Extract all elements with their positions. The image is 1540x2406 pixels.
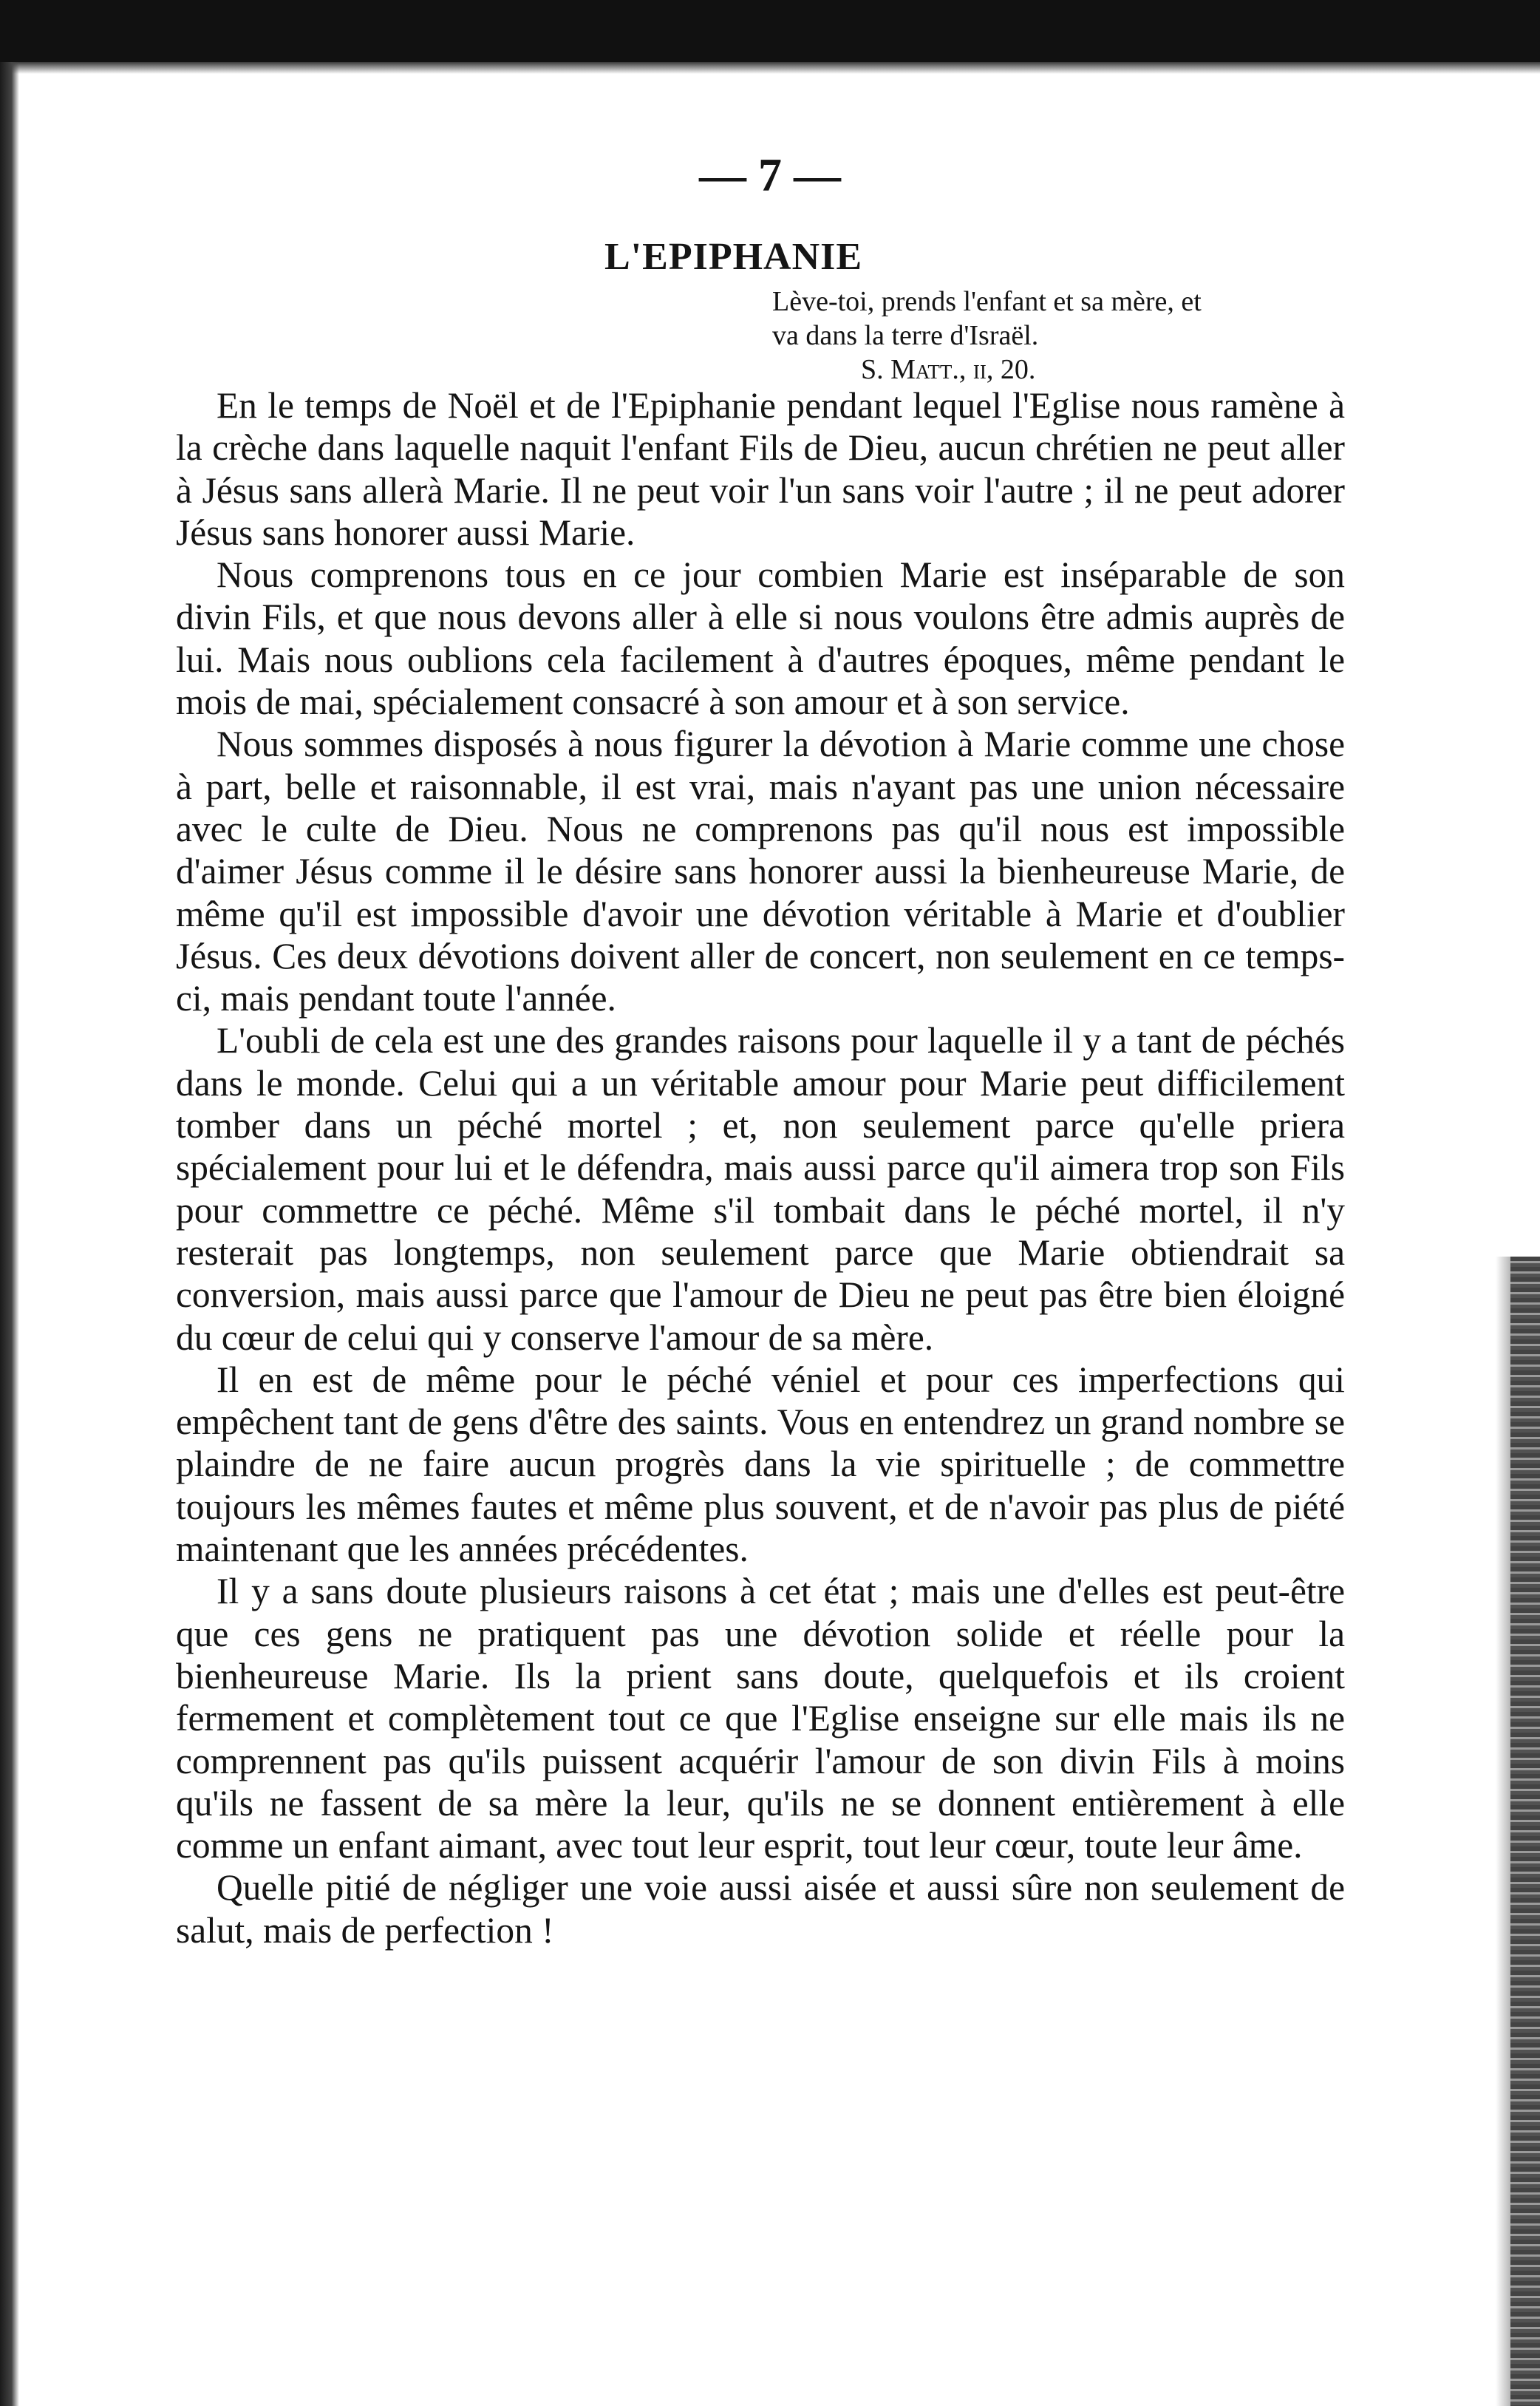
paragraph-6: Il y a sans doute plusieurs raisons à cet état ; mais une d'elles est peut-être que ces gens ne pratiquent pas une dévotion solide et réelle pour la bienheureuse Marie. Ils la prient sans doute, quelquefois et ils croient fermement et complètement tout ce que l'Eglise enseigne sur elle mais ils ne comprennent pas qu'ils puissent acquérir l'amour de son divin Fils à moins qu'ils ne fassent de sa mère la leur, qu'ils ne se donnent entièrement à elle comme un enfant aimant, avec tout leur esprit, tout leur cœur, toute leur âme. (176, 1571, 1345, 1866)
paragraph-5: Il en est de même pour le péché véniel et pour ces imperfections qui empêchent tant de gens d'être des saints. Vous en entendrez un grand nombre se plaindre de ne faire aucun progrès dans la vie spirituelle ; de commettre toujours les mêmes fautes et même plus souvent, et de n'avoir pas plus de piété maintenant que les années précédentes. (176, 1359, 1345, 1570)
paragraph-2: Nous comprenons tous en ce jour combien Marie est inséparable de son divin Fils, et que nous devons aller à elle si nous voulons être admis auprès de lui. Mais nous oublions cela facilement à d'autres époques, même pendant le mois de mai, spécialement consacré à son amour et à son service. (176, 554, 1345, 723)
paragraph-3: Nous sommes disposés à nous figurer la dévotion à Marie comme une chose à part, belle et raisonnable, il est vrai, mais n'ayant pas une union nécessaire avec le culte de Dieu. Nous ne comprenons pas qu'il nous est impossible d'aimer Jésus comme il le désire sans honorer aussi la bienheureuse Marie, de même qu'il est impossible d'avoir une dévotion véritable à Marie et d'oublier Jésus. Ces deux dévotions doivent aller de concert, non seulement en ce temps-ci, mais pendant toute l'année. (176, 724, 1345, 1019)
scan-top-border (0, 0, 1540, 62)
epigraph-reference: S. Matt., ii, 20. (861, 354, 1036, 385)
scan-right-edge (1510, 1257, 1540, 2406)
epigraph (772, 285, 1202, 387)
scan-top-shadow (0, 62, 1540, 74)
scan-left-border (0, 62, 19, 2406)
epigraph-line-1: Lève-toi, prends l'enfant et sa mère, et (772, 286, 1202, 317)
chapter-title: L'EPIPHANIE (604, 236, 863, 278)
body-text (176, 384, 1345, 1951)
paragraph-7: Quelle pitié de négliger une voie aussi aisée et aussi sûre non seulement de salut, mais de perfection ! (176, 1867, 1345, 1951)
epigraph-line-2: va dans la terre d'Israël. (772, 320, 1039, 351)
scan-right-edge-shadow (1496, 1257, 1510, 2406)
paragraph-1: En le temps de Noël et de l'Epiphanie pendant lequel l'Eglise nous ramène à la crèche dans laquelle naquit l'enfant Fils de Dieu, aucun chrétien ne peut aller à Jésus sans allerà Marie. Il ne peut voir l'un sans voir l'autre ; il ne peut adorer Jésus sans honorer aussi Marie. (176, 385, 1345, 553)
page-number: — 7 — (699, 149, 841, 201)
paragraph-4: L'oubli de cela est une des grandes raisons pour laquelle il y a tant de péchés dans le monde. Celui qui a un véritable amour pour Marie peut difficilement tomber dans un péché mortel ; et, non seulement parce qu'elle priera spécialement pour lui et le défendra, mais aussi parce qu'il aimera trop son Fils pour commettre ce péché. Même s'il tombait dans le péché mortel, il n'y resterait pas longtemps, non seulement parce que Marie obtiendrait sa conversion, mais aussi parce que l'amour de Dieu ne peut pas être bien éloigné du cœur de celui qui y conserve l'amour de sa mère. (176, 1020, 1345, 1358)
